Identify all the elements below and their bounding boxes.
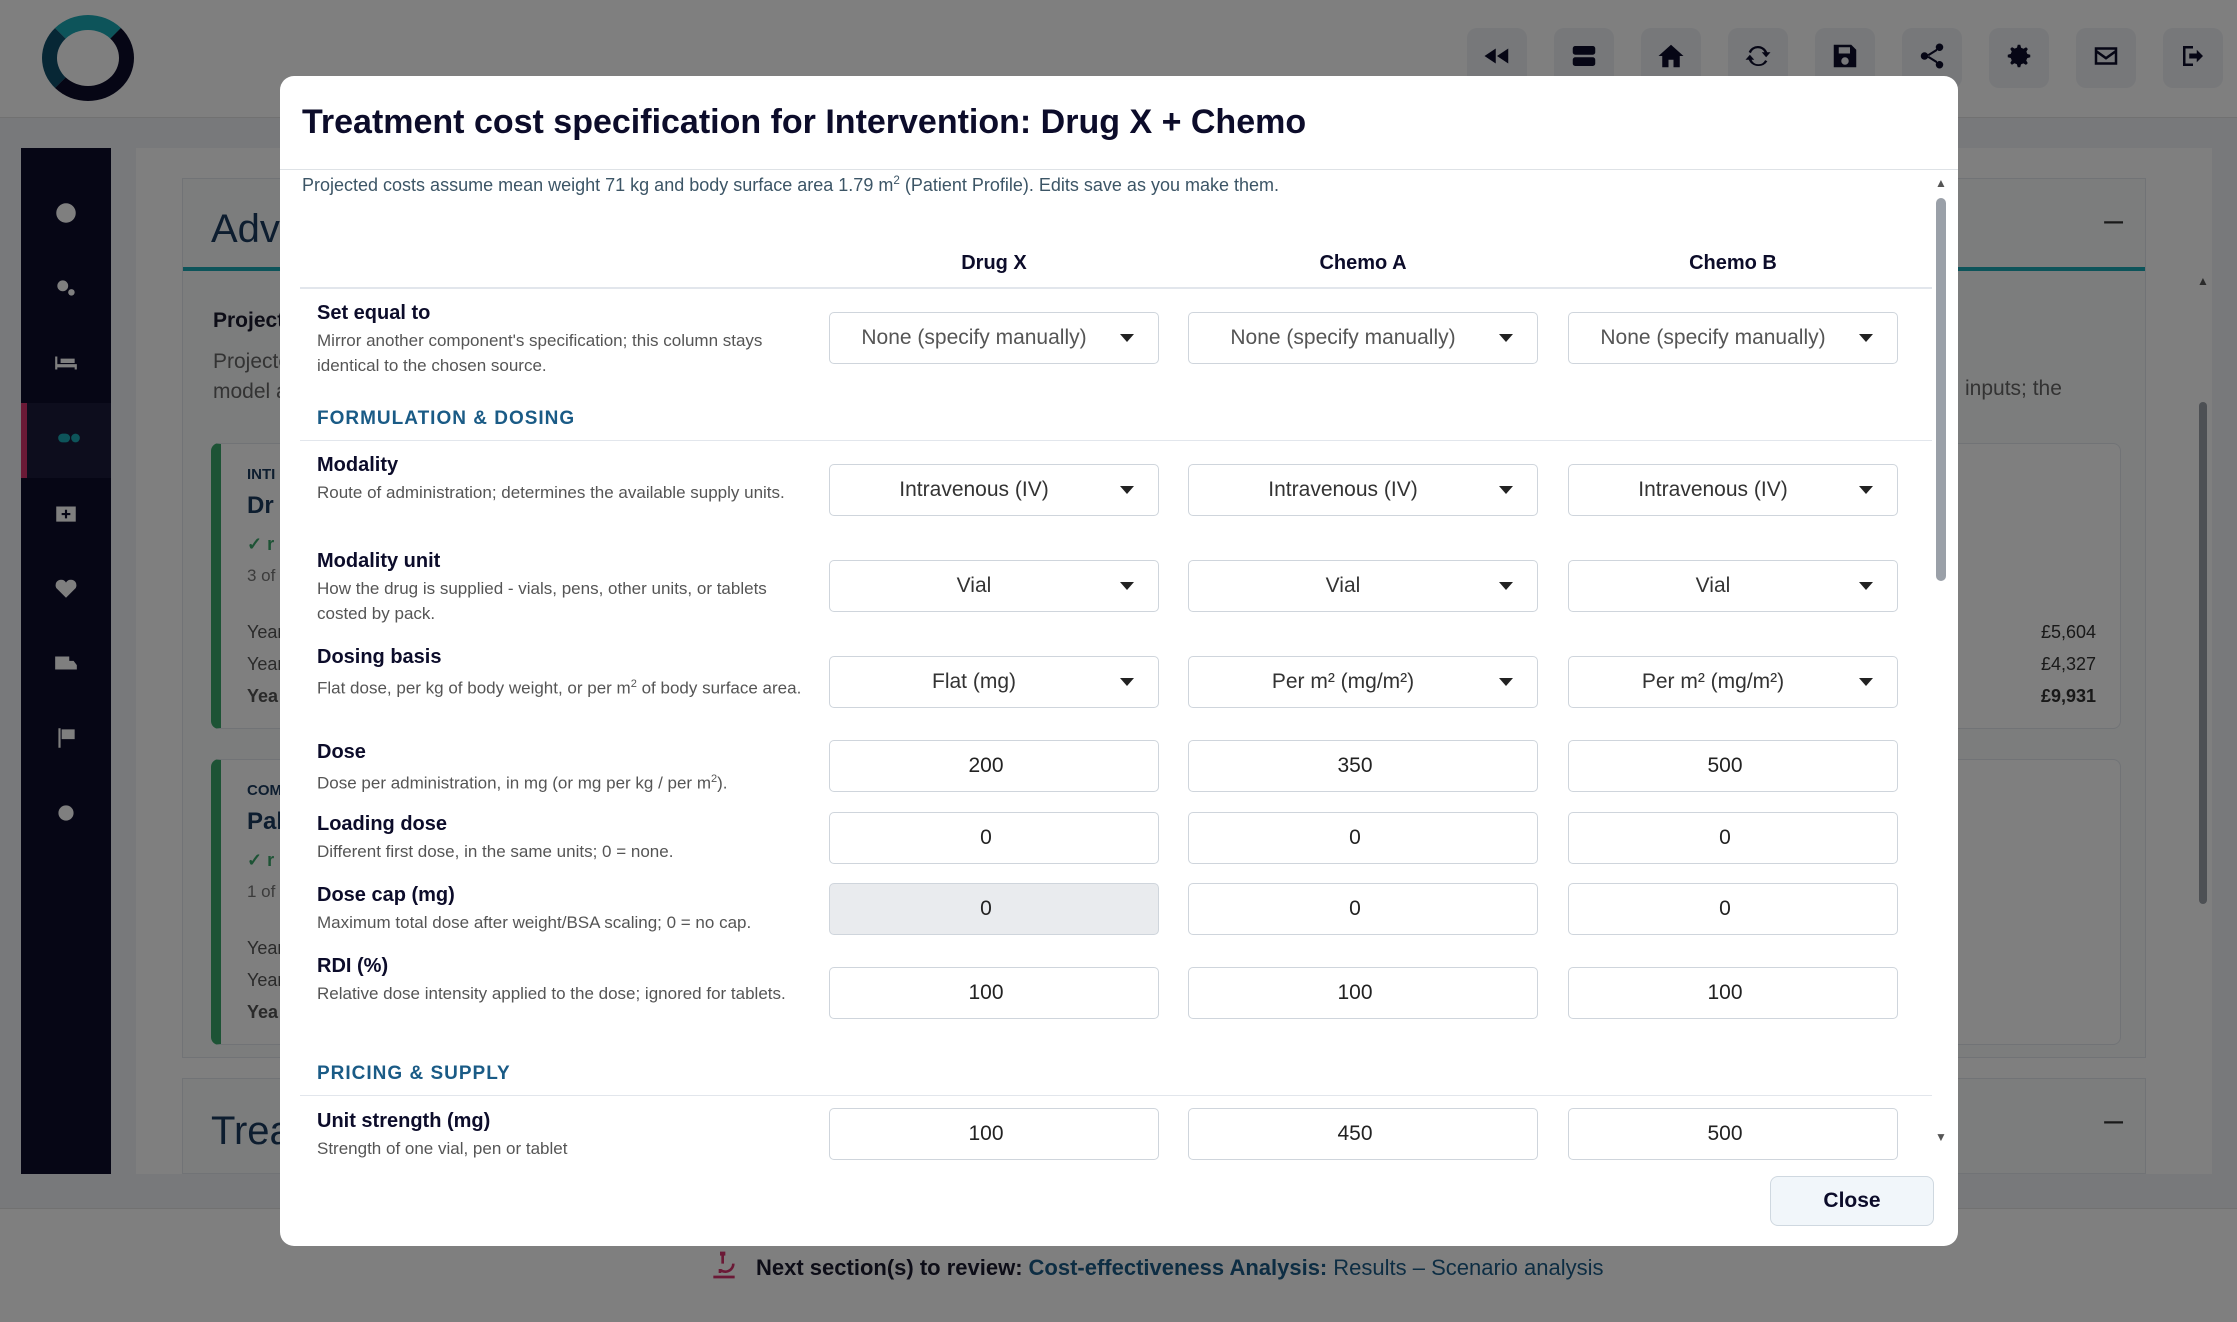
dosing-basis-select-drug-x[interactable] — [829, 656, 1159, 708]
caret-down-icon — [1120, 486, 1134, 494]
header-divider — [300, 287, 1932, 289]
section-divider — [300, 1095, 1932, 1096]
scroll-down-icon[interactable]: ▼ — [1935, 1130, 1947, 1144]
input-value: 100 — [1707, 981, 1743, 1004]
dose-cap-input-drug-x — [829, 883, 1159, 935]
dosing-basis-select-chemo-a[interactable] — [1188, 656, 1538, 708]
row-title-modality: Modality — [317, 454, 399, 476]
dose-input-chemo-a[interactable] — [1188, 740, 1538, 792]
select-value: None (specify manually) — [1600, 326, 1826, 349]
row-title-dose: Dose — [317, 741, 366, 763]
input-value: 0 — [980, 897, 992, 920]
close-button[interactable]: Close — [1770, 1176, 1934, 1226]
select-value: Intravenous (IV) — [1638, 478, 1788, 501]
unit-strength-input-drug-x[interactable] — [829, 1108, 1159, 1160]
scroll-up-icon[interactable]: ▲ — [1935, 176, 1947, 190]
unit-strength-input-chemo-a[interactable] — [1188, 1108, 1538, 1160]
caret-down-icon — [1120, 334, 1134, 342]
select-value: None (specify manually) — [1230, 326, 1456, 349]
modality-select-drug-x[interactable] — [829, 464, 1159, 516]
row-title-dosing-basis: Dosing basis — [317, 646, 442, 668]
select-value: Per m² (mg/m²) — [1271, 670, 1415, 693]
row-title-unit-strength: Unit strength (mg) — [317, 1110, 491, 1132]
row-title-modality-unit: Modality unit — [317, 550, 441, 572]
note-text: Projected costs assume mean weight 71 kg and body surface area 1.79 m — [302, 175, 894, 195]
input-value: 500 — [1707, 1122, 1743, 1145]
input-value: 0 — [980, 826, 992, 849]
note-text-end: (Patient Profile). Edits save as you make them. — [899, 175, 1280, 195]
dose-input-chemo-b[interactable] — [1568, 740, 1898, 792]
input-value: 0 — [1349, 897, 1361, 920]
caret-down-icon — [1859, 678, 1873, 686]
dose-cap-input-chemo-b[interactable] — [1568, 883, 1898, 935]
row-desc-modality: Route of administration; determines the available supply units. — [317, 483, 785, 502]
input-value: 100 — [968, 981, 1004, 1004]
caret-down-icon — [1120, 582, 1134, 590]
select-value: Intravenous (IV) — [1268, 478, 1418, 501]
row-desc-dose — [317, 767, 877, 796]
caret-down-icon — [1859, 334, 1873, 342]
input-value: 0 — [1719, 897, 1731, 920]
input-value: 450 — [1337, 1122, 1373, 1145]
caret-down-icon — [1499, 678, 1513, 686]
select-value: Vial — [1325, 574, 1361, 597]
modal-scroll-thumb[interactable] — [1936, 198, 1946, 581]
desc-sup: 2 — [630, 678, 637, 690]
column-header-drug-x: Drug X — [961, 252, 1027, 274]
row-desc-loading-dose: Different first dose, in the same units; 0 = none. — [317, 842, 674, 861]
row-desc-modality-unit: How the drug is supplied - vials, pens, other units, or tablets costed by pack. — [317, 579, 767, 623]
section-formulation-dosing: FORMULATION & DOSING — [317, 408, 576, 429]
select-value: Per m² (mg/m²) — [1641, 670, 1785, 693]
row-title-set-equal: Set equal to — [317, 302, 431, 324]
row-desc-set-equal: Mirror another component's specification; this column stays identical to the chosen source. — [317, 331, 763, 375]
column-header-chemo-b: Chemo B — [1689, 252, 1777, 274]
rdi-input-chemo-b[interactable] — [1568, 967, 1898, 1019]
loading-dose-input-drug-x[interactable] — [829, 812, 1159, 864]
set-equal-select-chemo-a[interactable] — [1188, 312, 1538, 364]
input-value: 100 — [968, 1122, 1004, 1145]
select-value: Flat (mg) — [932, 670, 1016, 693]
select-value: Vial — [1695, 574, 1731, 597]
input-value: 350 — [1337, 754, 1373, 777]
caret-down-icon — [1859, 486, 1873, 494]
caret-down-icon — [1499, 334, 1513, 342]
desc-text-end: ). — [717, 773, 728, 793]
select-value: None (specify manually) — [861, 326, 1087, 349]
loading-dose-input-chemo-a[interactable] — [1188, 812, 1538, 864]
modal-scrollbar[interactable] — [1932, 176, 1950, 1146]
row-desc-dose-cap: Maximum total dose after weight/BSA scaling; 0 = no cap. — [317, 913, 752, 932]
input-value: 100 — [1337, 981, 1373, 1004]
caret-down-icon — [1120, 678, 1134, 686]
modal-note — [302, 174, 1279, 196]
select-value: Vial — [956, 574, 992, 597]
caret-down-icon — [1859, 582, 1873, 590]
modal-header — [280, 76, 1958, 170]
modality-unit-select-drug-x[interactable] — [829, 560, 1159, 612]
dosing-basis-select-chemo-b[interactable] — [1568, 656, 1898, 708]
set-equal-select-drug-x[interactable] — [829, 312, 1159, 364]
desc-text-end: of body surface area. — [636, 678, 802, 698]
treatment-cost-modal — [280, 76, 1958, 1246]
modality-unit-select-chemo-a[interactable] — [1188, 560, 1538, 612]
section-divider — [300, 440, 1932, 441]
unit-strength-input-chemo-b[interactable] — [1568, 1108, 1898, 1160]
desc-text: Dose per administration, in mg (or mg per kg / per m — [317, 773, 711, 793]
modality-select-chemo-b[interactable] — [1568, 464, 1898, 516]
loading-dose-input-chemo-b[interactable] — [1568, 812, 1898, 864]
modal-title: Treatment cost specification for Intervention: Drug X + Chemo — [302, 103, 1307, 141]
row-title-dose-cap: Dose cap (mg) — [317, 884, 455, 906]
note-sup: 2 — [893, 174, 900, 187]
modality-select-chemo-a[interactable] — [1188, 464, 1538, 516]
modality-unit-select-chemo-b[interactable] — [1568, 560, 1898, 612]
row-title-rdi: RDI (%) — [317, 955, 389, 977]
row-desc-rdi: Relative dose intensity applied to the dose; ignored for tablets. — [317, 984, 786, 1003]
dose-input-drug-x[interactable] — [829, 740, 1159, 792]
caret-down-icon — [1499, 582, 1513, 590]
rdi-input-drug-x[interactable] — [829, 967, 1159, 1019]
dose-cap-input-chemo-a[interactable] — [1188, 883, 1538, 935]
row-desc-dosing-basis — [317, 672, 817, 701]
input-value: 500 — [1707, 754, 1743, 777]
row-desc-unit-strength: Strength of one vial, pen or tablet — [317, 1139, 568, 1158]
desc-text: Flat dose, per kg of body weight, or per m — [317, 678, 631, 698]
section-pricing-supply: PRICING & SUPPLY — [317, 1063, 511, 1084]
set-equal-select-chemo-b[interactable] — [1568, 312, 1898, 364]
input-value: 200 — [968, 754, 1004, 777]
column-header-chemo-a: Chemo A — [1319, 252, 1407, 274]
rdi-input-chemo-a[interactable] — [1188, 967, 1538, 1019]
clipped-row-container — [280, 1106, 1932, 1158]
row-title-loading-dose: Loading dose — [317, 813, 447, 835]
desc-sup: 2 — [710, 773, 718, 785]
input-value: 0 — [1349, 826, 1361, 849]
input-value: 0 — [1719, 826, 1731, 849]
select-value: Intravenous (IV) — [899, 478, 1049, 501]
caret-down-icon — [1499, 486, 1513, 494]
